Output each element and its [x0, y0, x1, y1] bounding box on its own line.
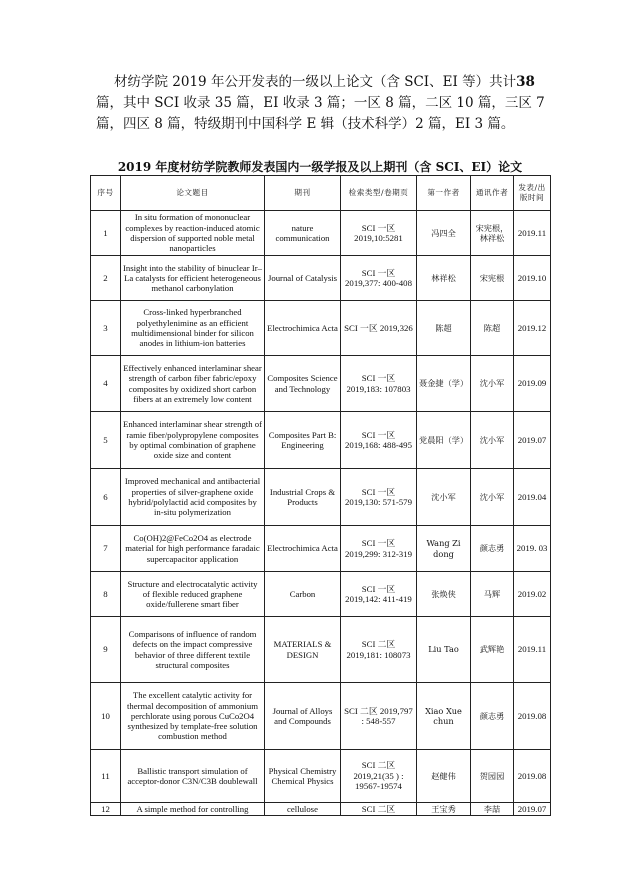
publish-date-cell: 2019.11 [514, 211, 551, 256]
idx-cell: 10 [91, 683, 121, 750]
table-row [91, 211, 551, 256]
paper-title-cell: Comparisons of influence of random defects on the impact compressive behavior of three different textile structural composites [121, 617, 265, 683]
journal-cell: Physical Chemistry Chemical Physics [265, 750, 341, 803]
first-author-cell: 陈超 [417, 301, 471, 356]
paper-title-cell: Ballistic transport simulation of acceptor-donor C3N/C3B doublewall [121, 750, 265, 803]
corresponding-author-cell: 马辉 [471, 572, 514, 617]
paper-title-cell: Improved mechanical and antibacterial properties of silver-graphene oxide hybrid/polylactid acid composites by in-situ polymerization [121, 469, 265, 526]
idx-cell: 3 [91, 301, 121, 356]
first-author-cell: Wang Zi dong [417, 526, 471, 572]
index-type-cell: SCI 二区 [341, 803, 417, 816]
index-type-cell: SCI 一区 2019,130: 571-579 [341, 469, 417, 526]
table-row [91, 356, 551, 412]
corresponding-author-cell: 贺园园 [471, 750, 514, 803]
index-type-cell: SCI 二区 2019,21(35 ) : 19567-19574 [341, 750, 417, 803]
publish-date-cell: 2019.11 [514, 617, 551, 683]
index-type-cell: SCI 一区 2019,183: 107803 [341, 356, 417, 412]
header-no: 序号 [91, 176, 121, 211]
journal-cell: Journal of Alloys and Compounds [265, 683, 341, 750]
table-row [91, 803, 551, 816]
first-author-cell: 林祥松 [417, 256, 471, 301]
first-author-cell: Xiao Xue chun [417, 683, 471, 750]
journal-cell: Electrochimica Acta [265, 301, 341, 356]
table-row [91, 617, 551, 683]
journal-cell: Carbon [265, 572, 341, 617]
idx-cell: 9 [91, 617, 121, 683]
journal-cell: nature communication [265, 211, 341, 256]
corresponding-author-cell: 沈小军 [471, 356, 514, 412]
header-journal: 期刊 [265, 176, 341, 211]
papers-table [90, 175, 551, 816]
journal-cell: Journal of Catalysis [265, 256, 341, 301]
index-type-cell: SCI 一区 2019,142: 411-419 [341, 572, 417, 617]
intro-text-2: 篇，其中 SCI 收录 35 篇，EI 收录 3 篇；一区 8 篇，二区 10 篇，三区 7 篇，四区 8 篇，特级期刊中国科学 E 辑（技术科学）2 篇，EI 3 篇。 [96, 95, 545, 132]
corresponding-author-cell: 李喆 [471, 803, 514, 816]
publish-date-cell: 2019.07 [514, 803, 551, 816]
header-index: 检索类型/卷期页 [341, 176, 417, 211]
table-row [91, 526, 551, 572]
index-type-cell: SCI 一区 2019,299: 312-319 [341, 526, 417, 572]
journal-cell: Composites Science and Technology [265, 356, 341, 412]
idx-cell: 6 [91, 469, 121, 526]
idx-cell: 11 [91, 750, 121, 803]
corresponding-author-cell: 沈小军 [471, 469, 514, 526]
publish-date-cell: 2019. 03 [514, 526, 551, 572]
paper-title-cell: Co(OH)2@FeCo2O4 as electrode material for high performance faradaic supercapacitor application [121, 526, 265, 572]
table-row [91, 469, 551, 526]
paper-title-cell: Cross-linked hyperbranched polyethylenimine as an efficient multidimensional binder for silicon anodes in lithium-ion batteries [121, 301, 265, 356]
publish-date-cell: 2019.07 [514, 412, 551, 469]
corresponding-author-cell: 武辉艳 [471, 617, 514, 683]
idx-cell: 7 [91, 526, 121, 572]
publish-date-cell: 2019.02 [514, 572, 551, 617]
journal-cell: MATERIALS & DESIGN [265, 617, 341, 683]
paper-title-cell: In situ formation of mononuclear complexes by reaction-induced atomic dispersion of supported noble metal nanoparticles [121, 211, 265, 256]
table-row [91, 683, 551, 750]
table-row [91, 301, 551, 356]
paper-title-cell: Structure and electrocatalytic activity of flexible reduced graphene oxide/fullerene smart fiber [121, 572, 265, 617]
journal-cell: Industrial Crops & Products [265, 469, 341, 526]
journal-cell: Electrochimica Acta [265, 526, 341, 572]
publish-date-cell: 2019.10 [514, 256, 551, 301]
table-row [91, 412, 551, 469]
idx-cell: 5 [91, 412, 121, 469]
header-first-author: 第一作者 [417, 176, 471, 211]
paper-title-cell: Insight into the stability of binuclear Ir–La catalysts for efficient heterogeneous methanol carbonylation [121, 256, 265, 301]
journal-cell: Composites Part B: Engineering [265, 412, 341, 469]
corresponding-author-cell: 沈小军 [471, 412, 514, 469]
first-author-cell: 沈小军 [417, 469, 471, 526]
corresponding-author-cell: 陈超 [471, 301, 514, 356]
index-type-cell: SCI 一区 2019,10:5281 [341, 211, 417, 256]
index-type-cell: SCI 二区 2019,181: 108073 [341, 617, 417, 683]
intro-paragraph [96, 72, 548, 135]
first-author-cell: 党晨阳（学） [417, 412, 471, 469]
first-author-cell: 聂金捷（学） [417, 356, 471, 412]
publish-date-cell: 2019.09 [514, 356, 551, 412]
table-header-row [91, 176, 551, 211]
idx-cell: 8 [91, 572, 121, 617]
index-type-cell: SCI 二区 2019,797 : 548-557 [341, 683, 417, 750]
header-paper: 论文题目 [121, 176, 265, 211]
publish-date-cell: 2019.08 [514, 683, 551, 750]
corresponding-author-cell: 颜志勇 [471, 683, 514, 750]
corresponding-author-cell: 宋宪根，林祥松 [471, 211, 514, 256]
idx-cell: 1 [91, 211, 121, 256]
first-author-cell: 张焕侠 [417, 572, 471, 617]
corresponding-author-cell: 宋宪根 [471, 256, 514, 301]
publish-date-cell: 2019.08 [514, 750, 551, 803]
idx-cell: 4 [91, 356, 121, 412]
header-corresponding-author: 通讯作者 [471, 176, 514, 211]
header-date: 发表/出版时间 [514, 176, 551, 211]
index-type-cell: SCI 一区 2019,168: 488-495 [341, 412, 417, 469]
paper-title-cell: A simple method for controlling [121, 803, 265, 816]
table-row [91, 256, 551, 301]
publish-date-cell: 2019.04 [514, 469, 551, 526]
corresponding-author-cell: 颜志勇 [471, 526, 514, 572]
index-type-cell: SCI 一区 2019,326 [341, 301, 417, 356]
table-row [91, 750, 551, 803]
publish-date-cell: 2019.12 [514, 301, 551, 356]
paper-title-cell: Effectively enhanced interlaminar shear strength of carbon fiber fabric/epoxy composites by oxidized short carbon fibers at an extremely low content [121, 356, 265, 412]
first-author-cell: 王宝秀 [417, 803, 471, 816]
intro-total: 38 [516, 74, 535, 90]
first-author-cell: 冯四全 [417, 211, 471, 256]
index-type-cell: SCI 一区 2019,377: 400-408 [341, 256, 417, 301]
paper-title-cell: Enhanced interlaminar shear strength of ramie fiber/polypropylene composites by optimal combination of graphene oxide size and content [121, 412, 265, 469]
journal-cell: cellulose [265, 803, 341, 816]
table-title: 2019 年度材纺学院教师发表国内一级学报及以上期刊（含 SCI、EI）论文 [117, 160, 523, 174]
first-author-cell: Liu Tao [417, 617, 471, 683]
idx-cell: 2 [91, 256, 121, 301]
paper-title-cell: The excellent catalytic activity for thermal decomposition of ammonium perchlorate using porous CuCo2O4 synthesized by template-free solution combustion method [121, 683, 265, 750]
first-author-cell: 赵健伟 [417, 750, 471, 803]
table-row [91, 572, 551, 617]
intro-text-1: 材纺学院 2019 年公开发表的一级以上论文（含 SCI、EI 等）共计 [114, 74, 517, 90]
idx-cell: 12 [91, 803, 121, 816]
